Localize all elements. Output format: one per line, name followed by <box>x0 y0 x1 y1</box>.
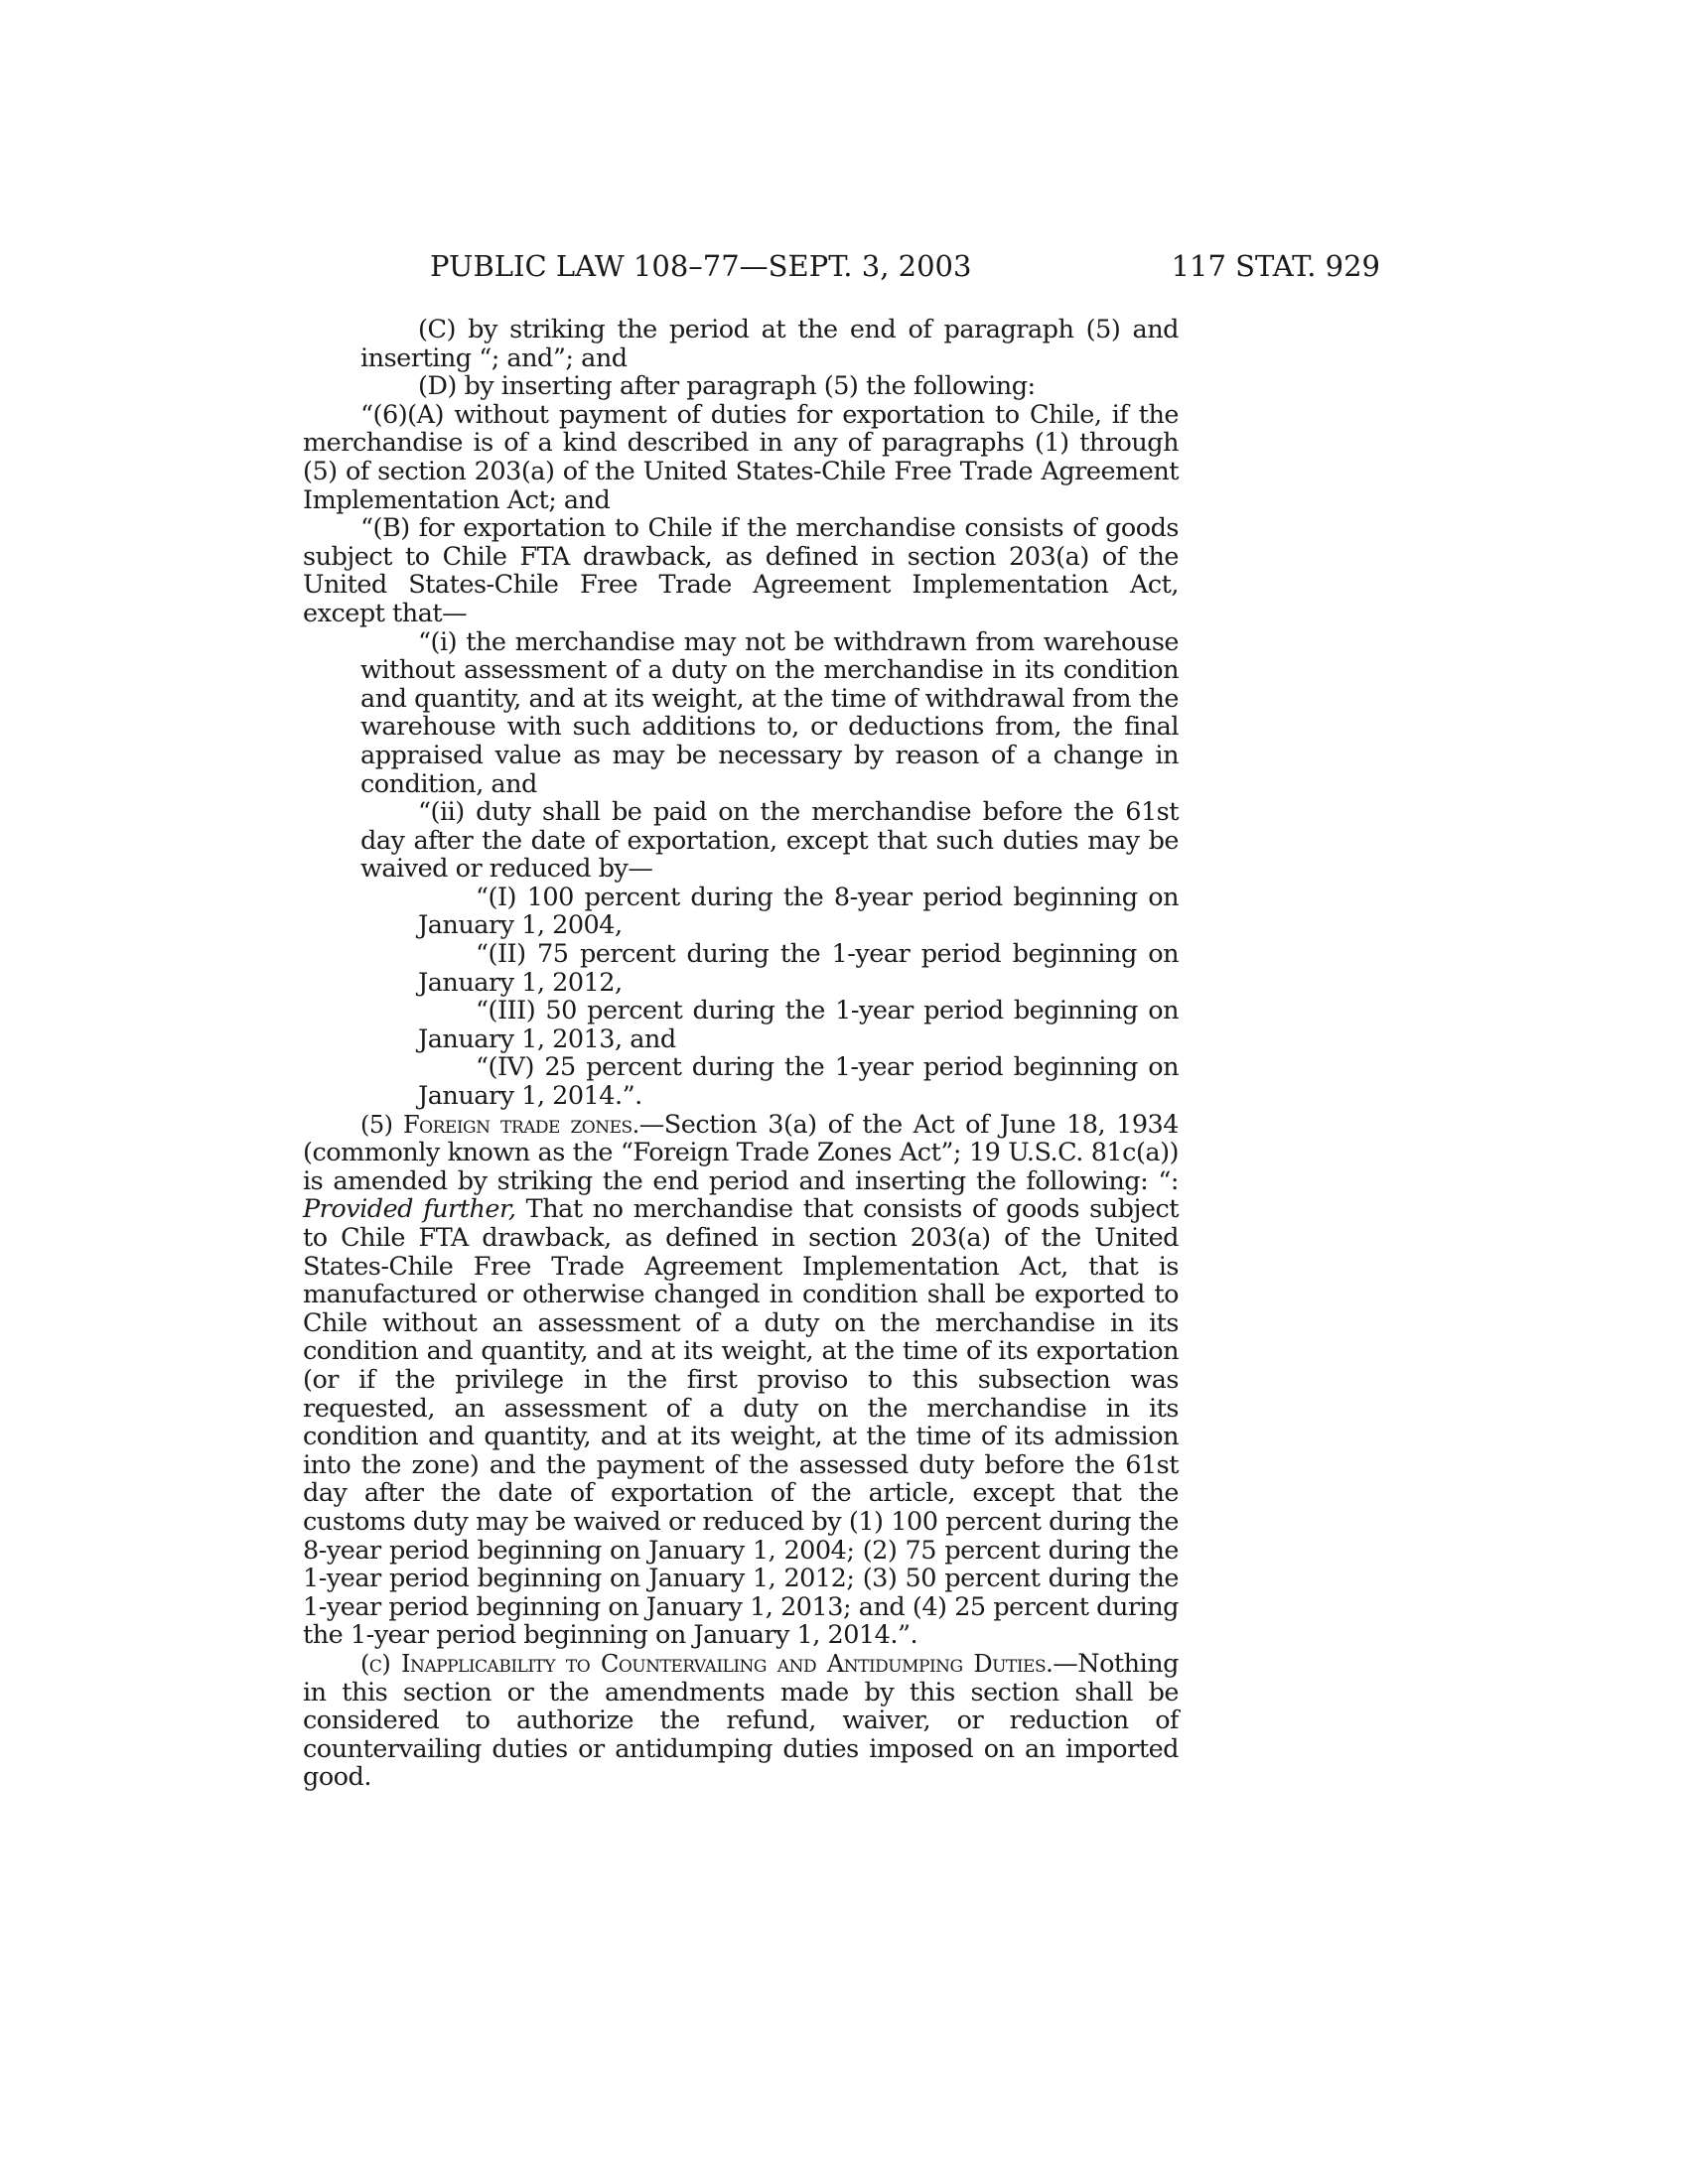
section-5-foreign-trade-zones <box>303 1111 1179 1650</box>
clause-ii: “(ii) duty shall be paid on the merchandise before the 61st day after the date of exportation, except that such duties may be waived or reduced by— <box>360 797 1179 885</box>
header-title: PUBLIC LAW 108–77—SEPT. 3, 2003 <box>430 249 972 283</box>
section-5-heading: (5) Foreign trade zones. <box>360 1110 639 1139</box>
section-c-inapplicability <box>303 1650 1179 1792</box>
paragraph-6b: “(B) for exportation to Chile if the merchandise consists of goods subject to Chile FTA drawback, as defined in section 203(a) of the United States-Chile Free Trade Agreement Implementation Act, except that— <box>303 513 1179 628</box>
proviso-italic: Provided further, <box>303 1194 516 1225</box>
subclause-II: “(II) 75 percent during the 1-year period beginning on January 1, 2012, <box>418 939 1179 998</box>
paragraph-c-striking: (C) by striking the period at the end of paragraph (5) and inserting “; and”; and <box>360 315 1179 373</box>
subclause-III: “(III) 50 percent during the 1-year period beginning on January 1, 2013, and <box>418 996 1179 1054</box>
document-body <box>303 316 1179 1792</box>
section-c-heading: (c) Inapplicability to Countervailing and Antidumping Duties. <box>360 1649 1054 1678</box>
paragraph-6a: “(6)(A) without payment of duties for exportation to Chile, if the merchandise is of a kind described in any of paragraphs (1) through (5) of section 203(a) of the United States-Chile Free Trade Agreement Implementation Act; and <box>303 399 1179 515</box>
subclause-I: “(I) 100 percent during the 8-year period beginning on January 1, 2004, <box>418 882 1179 941</box>
page-header <box>430 249 1380 289</box>
section-c-text: —Nothing in this section or the amendments made by this section shall be considered to authorize the refund, waiver, or reduction of countervailing duties or antidumping duties imposed on an imported good. <box>303 1648 1179 1793</box>
section-5-text-b: That no merchandise that consists of goods subject to Chile FTA drawback, as defined in section 203(a) of the United States-Chile Free Trade Agreement Implementation Act, that is manufactured or otherwise changed in condition shall be exported to Chile without an assessment of a duty on the merchandise in its condition and quantity, and at its weight, at the time of its exportation (or if the privilege in the first proviso to this subsection was requested, an assessment of a duty on the merchandise in its condition and quantity, and at its weight, at the time of its admission into the zone) and the payment of the assessed duty before the 61st day after the date of exportation of the article, except that the customs duty may be waived or reduced by (1) 100 percent during the 8-year period beginning on January 1, 2004; (2) 75 percent during the 1-year period beginning on January 1, 2012; (3) 50 percent during the 1-year period beginning on January 1, 2013; and (4) 25 percent during the 1-year period beginning on January 1, 2014.”. <box>303 1194 1179 1651</box>
section-5-text-a: —Section 3(a) of the Act of June 18, 1934 (commonly known as the “Foreign Trade Zones Act”; 19 U.S.C. 81c(a)) is amended by striking the end period and inserting the following: “: <box>303 1109 1179 1196</box>
subclause-IV: “(IV) 25 percent during the 1-year period beginning on January 1, 2014.”. <box>418 1052 1179 1112</box>
paragraph-d-inserting: (D) by inserting after paragraph (5) the following: <box>418 371 1036 402</box>
header-stat-citation: 117 STAT. 929 <box>1171 249 1380 283</box>
clause-i: “(i) the merchandise may not be withdrawn from warehouse without assessment of a duty on the merchandise in its condition and quantity, and at its weight, at the time of withdrawal from the warehouse with such additions to, or deductions from, the final appraised value as may be necessary by reason of a change in condition, and <box>360 626 1179 799</box>
